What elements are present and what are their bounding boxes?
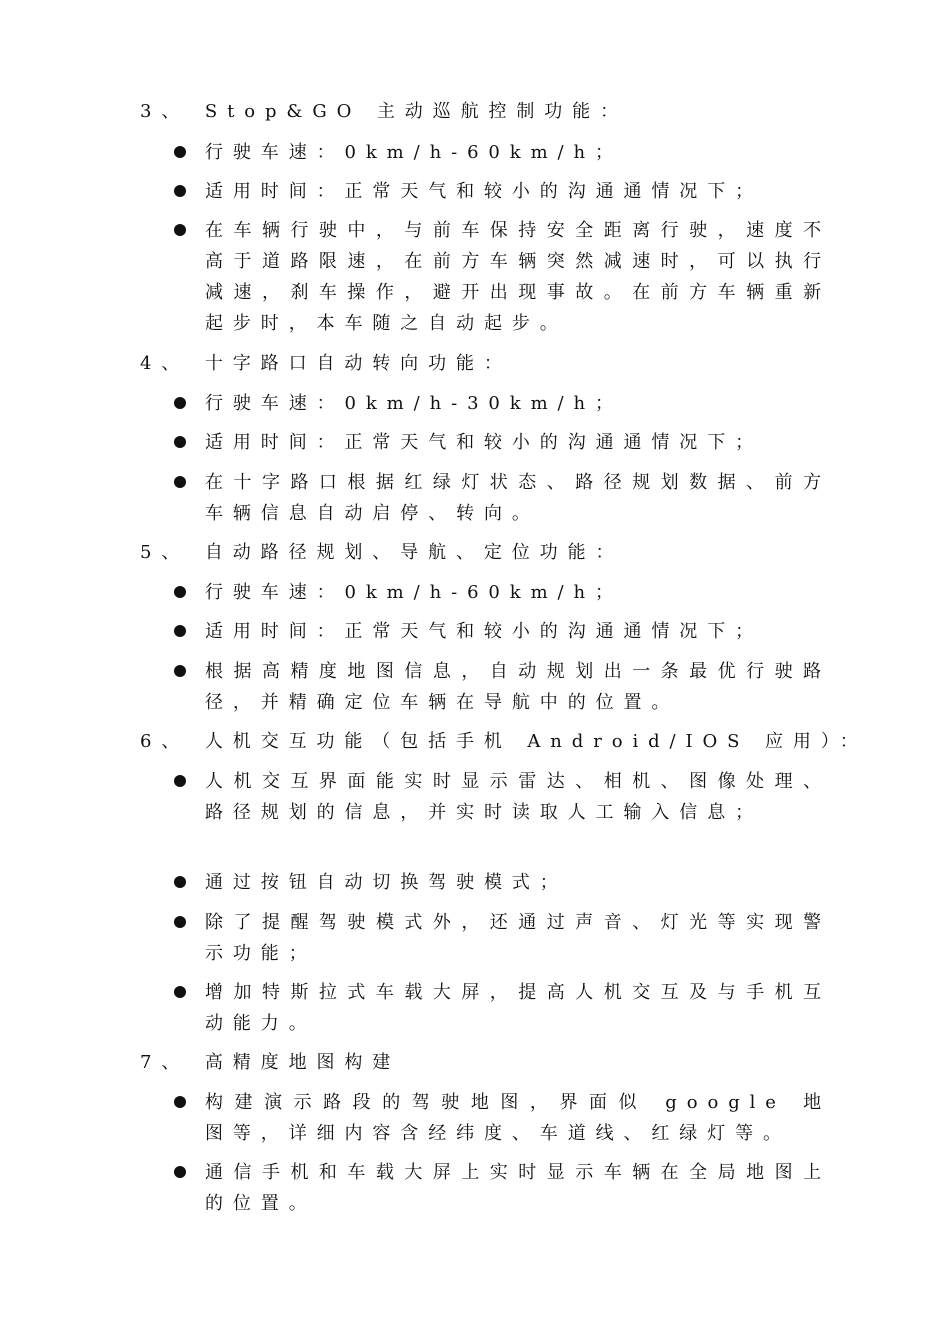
list-item-text: 人机交互界面能实时显示雷达、相机、图像处理、路径规划的信息，并实时读取人工输入信息； (205, 771, 831, 823)
bullet-icon (174, 146, 186, 158)
bullet-icon (174, 476, 186, 488)
bullet-icon (174, 436, 186, 448)
list-item-text: 通过按钮自动切换驾驶模式； (205, 872, 568, 893)
list-item-text: 增加特斯拉式车载大屏，提高人机交互及与手机互动能力。 (205, 982, 831, 1034)
bullet-icon (174, 625, 186, 637)
section-6-heading: 6、 人机交互功能（包括手机 Android/IOS 应用）： (140, 731, 868, 752)
list-item-text: 在十字路口根据红绿灯状态、路径规划数据、前方车辆信息自动启停、转向。 (205, 472, 831, 524)
section-5-heading: 5、 自动路径规划、导航、定位功能： (140, 542, 624, 563)
section-7-heading: 7、 高精度地图构建 (140, 1052, 401, 1073)
list-item-text: 行驶车速：0km/h-60km/h； (205, 142, 623, 163)
list-item-text: 通信手机和车载大屏上实时显示车辆在全局地图上的位置。 (205, 1162, 831, 1214)
list-item-text: 适用时间：正常天气和较小的沟通通情况下； (205, 181, 763, 202)
bullet-icon (174, 876, 186, 888)
bullet-icon (174, 1096, 186, 1108)
bullet-icon (174, 986, 186, 998)
list-item-text: 行驶车速：0km/h-60km/h； (205, 582, 623, 603)
list-item-text: 构建演示路段的驾驶地图，界面似 google 地图等，详细内容含经纬度、车道线、红绿灯等。 (205, 1092, 831, 1144)
bullet-icon (174, 397, 186, 409)
bullet-icon (174, 665, 186, 677)
bullet-icon (174, 775, 186, 787)
bullet-icon (174, 586, 186, 598)
bullet-icon (174, 916, 186, 928)
section-3-heading: 3、 Stop&GO 主动巡航控制功能： (140, 101, 628, 122)
list-item-text: 除了提醒驾驶模式外，还通过声音、灯光等实现警示功能； (205, 912, 831, 964)
bullet-icon (174, 224, 186, 236)
list-item-text: 行驶车速：0km/h-30km/h； (205, 393, 623, 414)
section-4-heading: 4、 十字路口自动转向功能： (140, 353, 512, 374)
bullet-icon (174, 185, 186, 197)
list-item-text: 在车辆行驶中，与前车保持安全距离行驶，速度不高于道路限速，在前方车辆突然减速时，可以执行减速，刹车操作，避开出现事故。在前方车辆重新起步时，本车随之自动起步。 (205, 220, 831, 334)
list-item-text: 适用时间：正常天气和较小的沟通通情况下； (205, 621, 763, 642)
list-item-text: 根据高精度地图信息，自动规划出一条最优行驶路径，并精确定位车辆在导航中的位置。 (205, 661, 831, 713)
list-item-text: 适用时间：正常天气和较小的沟通通情况下； (205, 432, 763, 453)
bullet-icon (174, 1166, 186, 1178)
